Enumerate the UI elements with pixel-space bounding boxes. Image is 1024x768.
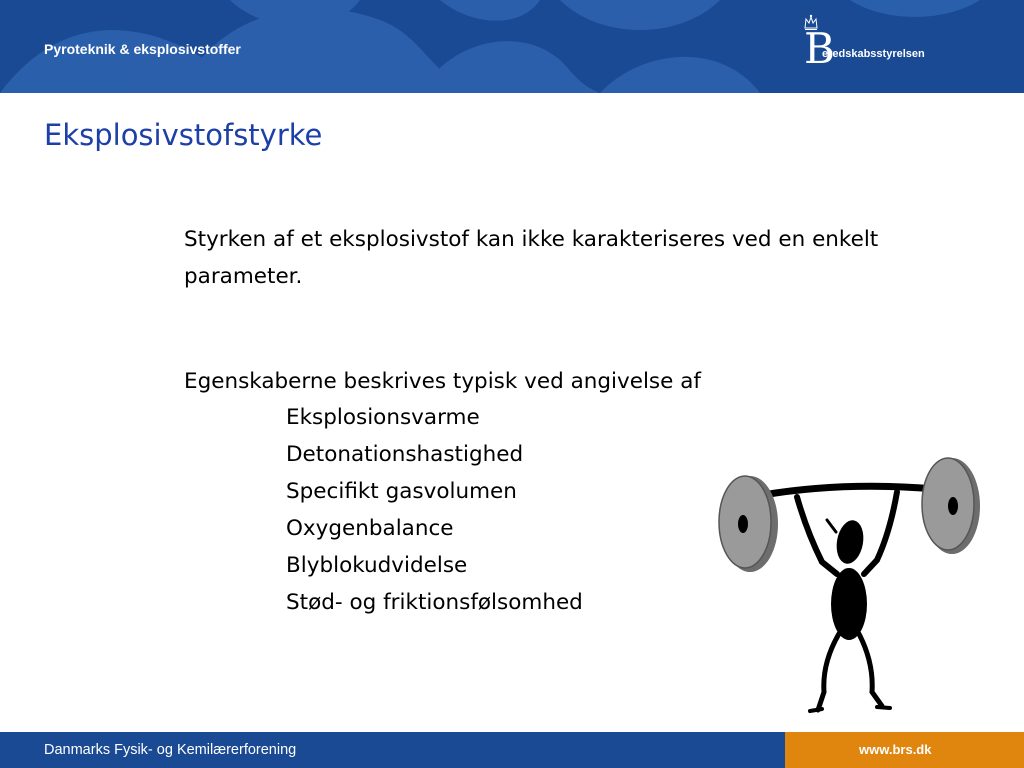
weightlifter-illustration xyxy=(712,452,982,717)
list-item: Specifikt gasvolumen xyxy=(286,479,517,504)
list-item: Detonationshastighed xyxy=(286,442,524,467)
list-item: Oxygenbalance xyxy=(286,516,454,541)
header-title: Pyroteknik & eksplosivstoffer xyxy=(44,41,241,57)
list-item: Stød- og friktionsfølsomhed xyxy=(286,590,583,615)
list-item: Eksplosionsvarme xyxy=(286,405,480,430)
logo-text: eredskabsstyrelsen xyxy=(822,48,925,60)
header-bar xyxy=(0,0,1024,93)
footer-url-box xyxy=(785,732,1024,768)
properties-intro: Egenskaberne beskrives typisk ved angivelse af xyxy=(184,369,701,394)
properties-list xyxy=(286,399,583,621)
intro-paragraph: Styrken af et eksplosivstof kan ikke karakteriseres ved en enkelt parameter. xyxy=(184,227,879,289)
logo-letter: B xyxy=(804,24,835,73)
footer-organization: Danmarks Fysik- og Kemilærerforening xyxy=(44,742,297,758)
agency-logo xyxy=(800,14,950,73)
footer-bar xyxy=(0,732,785,768)
footer-url-link[interactable]: www.brs.dk xyxy=(859,742,932,757)
list-item: Blyblokudvidelse xyxy=(286,553,468,578)
slide-title: Eksplosivstofstyrke xyxy=(44,118,323,152)
